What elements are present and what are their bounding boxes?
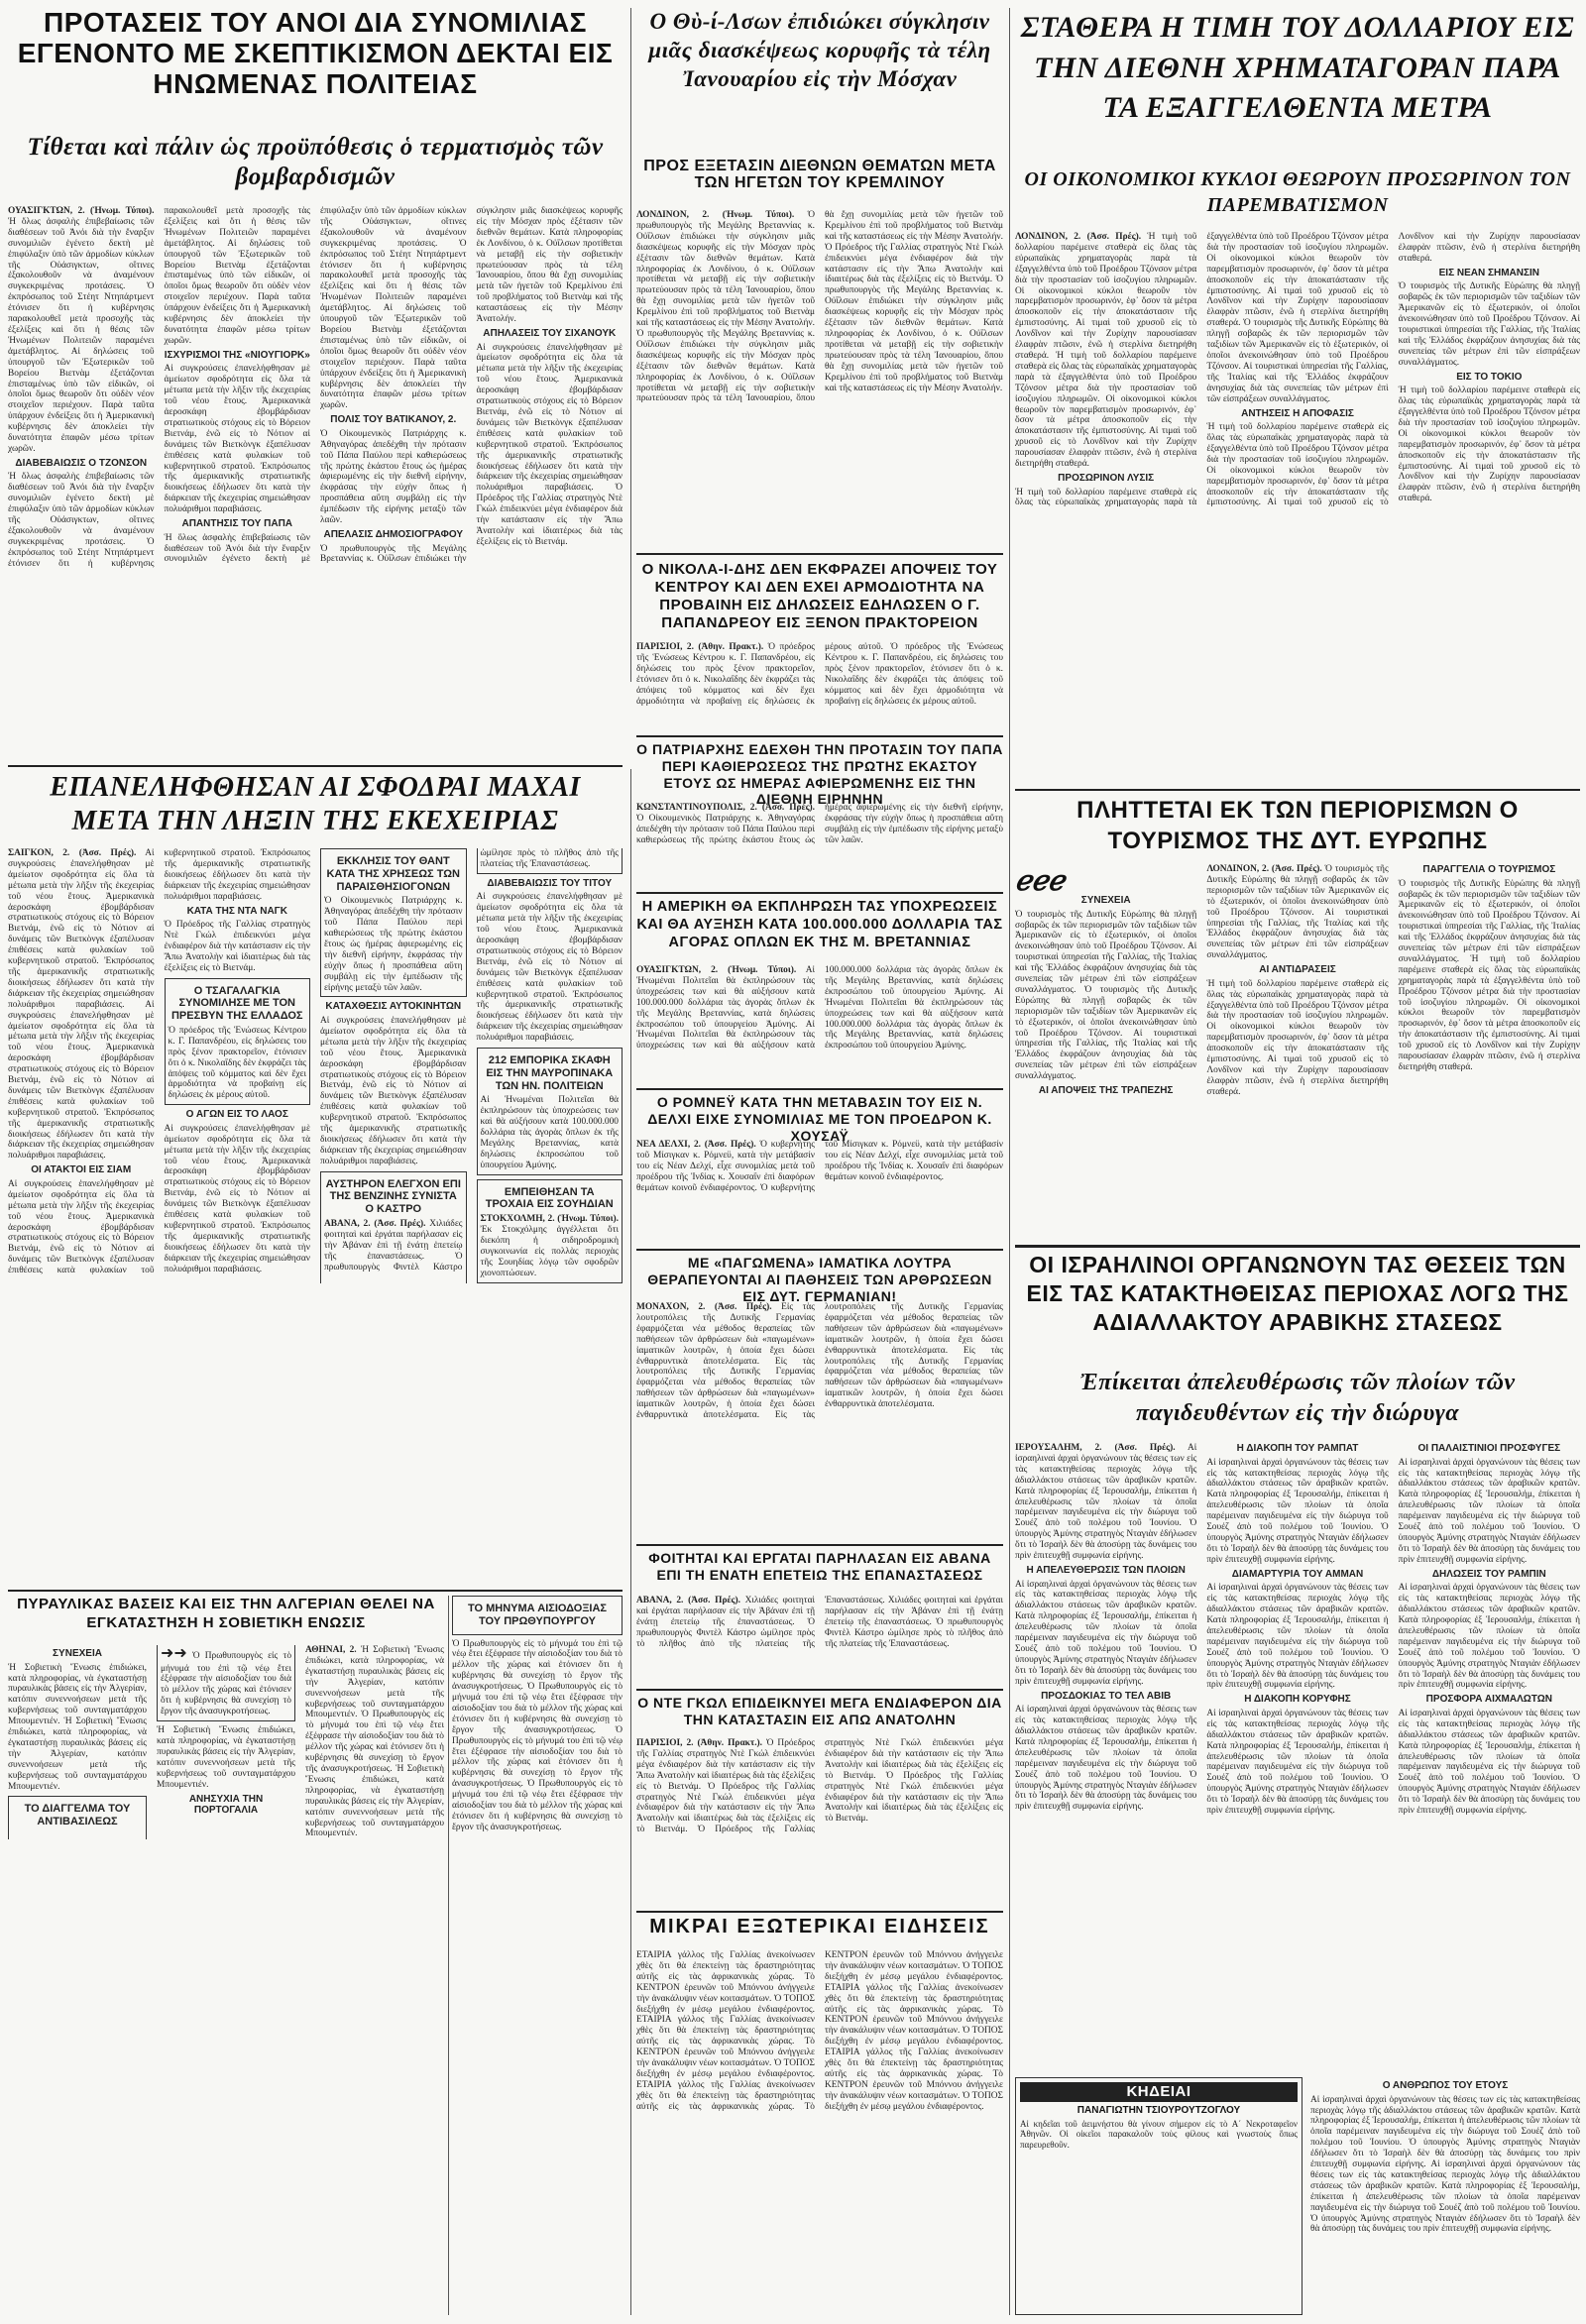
article-text: Ἡ Σοβιετικὴ Ἕνωσις ἐπιδιώκει, κατὰ πληροφορίας, νὰ ἐγκαταστήσῃ πυραυλικὰς βάσεις εἰς τὴν Ἀλγερίαν, κατόπιν συνεννοήσεων μετὰ τῆς κυβερνήσεως τοῦ συνταγματάρχου Μπουμεντιέν.: [157, 1725, 295, 1790]
headline-degaulle: Ο ΝΤΕ ΓΚΩΛ ΕΠΙΔΕΙΚΝΥΕΙ ΜΕΓΑ ΕΝΔΙΑΦΕΡΟΝ ΔΙΑ ΤΗΝ ΚΑΤΑΣΤΑΣΙΝ ΕΙΣ ΑΠΩ ΑΝΑΤΟΛΗΝ: [637, 1695, 1002, 1727]
section-rule: [636, 735, 1003, 737]
column-rule: [630, 8, 631, 682]
headline-block-wilson: [636, 8, 1003, 125]
article-text: Ὁ πρωθυπουργὸς τῆς Μεγάλης Βρεταννίας κ. Οὐΐλσων ἐπιδιώκει τὴν σύγκλησιν μιᾶς διασκέψεως κορυφῆς εἰς τὴν Μόσχαν πρὸς ἐξέτασιν τῶν διεθνῶν θεμάτων. Κατὰ πληροφορίας ἐκ Λονδίνου, ὁ κ. Οὐΐλσων προτίθεται νὰ μεταβῇ εἰς τὴν σοβιετικὴν πρωτεύουσαν πρὸς τὰ τέλη Ἰανουαρίου, ὅπου θὰ ἔχῃ συνομιλίας μετὰ τῶν ἡγετῶν τοῦ Κρεμλίνου ἐπὶ τοῦ προβλήματος τοῦ Βιετνὰμ καὶ τῆς καταστάσεως εἰς τὴν Μέσην Ἀνατολήν.: [825, 275, 1003, 393]
headline-foreign: ΜΙΚΡΑΙ ΕΞΩΤΕΡΙΚΑΙ ΕΙΔΗΣΕΙΣ: [649, 1916, 990, 1937]
section-rule: [8, 765, 623, 767]
article-foreign: [636, 1950, 1003, 2315]
article-text: Ὁ Οἰκουμενικὸς Πατριάρχης κ. Ἀθηναγόρας ἀπεδέχθη τὴν πρότασιν τοῦ Πάπα Παύλου περὶ καθιερώσεως τῆς πρώτης ἑκάστου ἔτους ὡς ἡμέρας ἀφιερωμένης εἰς τὴν διεθνῆ εἰρήνην, ἐκφράσας τὴν εὐχὴν ὅπως ἡ προσπάθεια αὕτη συμβάλῃ εἰς τὴν ἐμπέδωσιν τῆς εἰρήνης μεταξὺ τῶν λαῶν.: [324, 896, 463, 993]
article-text: Ἡ Σοβιετικὴ Ἕνωσις ἐπιδιώκει, κατὰ πληροφορίας, νὰ ἐγκαταστήσῃ πυραυλικὰς βάσεις εἰς τὴν Ἀλγερίαν, κατόπιν συνεννοήσεων μετὰ τῆς κυβερνήσεως τοῦ συνταγματάρχου Μπουμεντιέν.: [305, 1645, 445, 1720]
headline-block-baths: [636, 1255, 1003, 1304]
dateline: ΣΤΟΚΧΟΛΜΗ, 2. (Ἡνωμ. Τύποι).: [480, 1214, 619, 1225]
article-text: Αἱ ἰσραηλιναὶ ἀρχαὶ ὀργανώνουν τὰς θέσεις των εἰς τὰς κατακτηθείσας περιοχὰς λόγῳ τῆς ἀδιαλλάκτου στάσεως τῶν ἀραβικῶν κρατῶν. Κατὰ πληροφορίας ἐξ Ἱερουσαλήμ, ἐπίκειται ἡ ἀπελευθέρωσις τῶν πλοίων τὰ ὁποῖα παρέμειναν παγιδευμένα εἰς τὴν διώρυγα τοῦ Σουέζ ἀπὸ τοῦ πολέμου τοῦ Ἰουνίου. Ὁ ὑπουργὸς Ἀμύνης στρατηγὸς Νταγιὰν ἐδήλωσεν ὅτι τὸ Ἰσραὴλ δὲν θὰ ἀποσύρῃ τὰς δυνάμεις του πρὶν ἐπιτευχθῇ συμφωνία εἰρήνης.: [1206, 1457, 1389, 1565]
article-text: ΕΤΑΙΡΙΑ γάλλος τῆς Γαλλίας ἀνεκοίνωσεν χθὲς ὅτι θὰ ἐπεκτείνῃ τὰς δραστηριότητας αὐτῆς εἰς τὰς ἀφρικανικὰς χώρας. Τὸ ΚΕΝΤΡΟΝ ἐρευνῶν τοῦ Μπόννου ἀνήγγειλε τὴν ἀνακάλυψιν νέων κοιτασμάτων. Ὁ ΤΟΠΟΣ διεξήχθη ἐν μέσῳ μεγάλου ἐνδιαφέροντος.: [636, 1950, 815, 2015]
headline-block-algeria: [8, 1596, 444, 1641]
article-text: Αἱ ἰσραηλιναὶ ἀρχαὶ ὀργανώνουν τὰς θέσεις των εἰς τὰς κατακτηθείσας περιοχὰς λόγῳ τῆς ἀδιαλλάκτου στάσεως τῶν ἀραβικῶν κρατῶν. Κατὰ πληροφορίας ἐξ Ἱερουσαλήμ, ἐπίκειται ἡ ἀπελευθέρωσις τῶν πλοίων τὰ ὁποῖα παρέμειναν παγιδευμένα εἰς τὴν διώρυγα τοῦ Σουέζ ἀπὸ τοῦ πολέμου τοῦ Ἰουνίου. Ὁ ὑπουργὸς Ἀμύνης στρατηγὸς Νταγιὰν ἐδήλωσεν ὅτι τὸ Ἰσραὴλ δὲν θὰ ἀποσύρῃ τὰς δυνάμεις του πρὶν ἐπιτευχθῇ συμφωνία εἰρήνης.: [1015, 1579, 1197, 1687]
article-text: Ὁ Οἰκουμενικὸς Πατριάρχης κ. Ἀθηναγόρας ἀπεδέχθη τὴν πρότασιν τοῦ Πάπα Παύλου περὶ καθιερώσεως τῆς πρώτης ἑκάστου ἔτους ὡς ἡμέρας ἀφιερωμένης εἰς τὴν διεθνῆ εἰρήνην, ἐκφράσας τὴν εὐχὴν ὅπως ἡ προσπάθεια αὕτη συμβάλῃ εἰς τὴν ἐμπέδωσιν τῆς εἰρήνης μεταξὺ τῶν λαῶν.: [320, 428, 467, 526]
article-text: Αἱ Ἡνωμέναι Πολιτεῖαι θὰ ἐκπληρώσουν τὰς ὑποχρεώσεις των καὶ θὰ αὐξήσουν κατὰ 100.000.000 δολλάρια τὰς ἀγορὰς ὅπλων ἐκ τῆς Μεγάλης Βρεταννίας, κατὰ δηλώσεις ἐκπροσώπου τοῦ ὑπουργείου Ἀμύνης.: [636, 965, 1003, 1051]
logo-spacer: [1015, 864, 1196, 892]
article-text: Ὁ πρωθυπουργὸς τῆς Μεγάλης Βρεταννίας κ. Οὐΐλσων ἐπιδιώκει τὴν σύγκλησιν μιᾶς διασκέψεως κορυφῆς εἰς τὴν Μόσχαν πρὸς ἐξέτασιν τῶν διεθνῶν θεμάτων. Κατὰ πληροφορίας ἐκ Λονδίνου, ὁ κ. Οὐΐλσων προτίθεται νὰ μεταβῇ εἰς τὴν σοβιετικὴν πρωτεύουσαν πρὸς τὰ τέλη Ἰανουαρίου, ὅπου θὰ ἔχῃ συνομιλίας μετὰ τῶν ἡγετῶν τοῦ Κρεμλίνου ἐπὶ τοῦ προβλήματος τοῦ Βιετνὰμ καὶ τῆς καταστάσεως εἰς τὴν Μέσην Ἀνατολήν.: [636, 210, 815, 329]
section-rule: [1015, 789, 1580, 791]
headline-wilson: Ο Θὺ-ί-Λσων ἐπιδιώκει σύγκλησιν μιᾶς διασκέψεως κορυφῆς τὰ τέλη Ἰανουαρίου εἰς τὴν Μόσχαν: [648, 9, 991, 91]
article-text: Αἱ συγκρούσεις ἐπανελήφθησαν μὲ ἀμείωτον σφοδρότητα εἰς ὅλα τὰ μέτωπα μετὰ τὴν λῆξιν τῆς ἐκεχειρίας τοῦ νέου ἔτους. Ἀμερικανικὰ ἀεροσκάφη ἐβομβάρδισαν στρατιωτικοὺς στόχους εἰς τὸ Βόρειον Βιετνάμ, ἐνῶ εἰς τὸ Νότιον αἱ δυνάμεις τῶν Βιετκὸνγκ ἐξαπέλυσαν ἐπιθέσεις κατὰ φυλακίων τοῦ κυβερνητικοῦ στρατοῦ. Ἐκπρόσωπος τῆς ἀμερικανικῆς στρατιωτικῆς διοικήσεως ἐδήλωσεν ὅτι κατὰ τὴν διάρκειαν τῆς ἐκεχειρίας σημειώθησαν πολυάριθμοι παραβιάσεις.: [320, 1016, 467, 1166]
article-text: Χιλιάδες φοιτηταὶ καὶ ἐργάται παρήλασαν εἰς τὴν Ἀβάναν ἐπὶ τῇ ἐνάτῃ ἐπετείῳ τῆς ἐπαναστάσεως. Ὁ πρωθυπουργὸς Φιντὲλ Κάστρο ὡμίλησε πρὸς τὸ πλῆθος ἀπὸ τῆς πλατείας τῆς Ἐπαναστάσεως.: [636, 1596, 885, 1649]
article-text: Ἐκ Στοκχόλμης ἀγγέλλεται ὅτι διεκόπη ἡ σιδηροδρομικὴ συγκοινωνία εἰς πολλὰς περιοχὰς τῆς Σουηδίας λόγῳ τῶν σφοδρῶν χιονοπτώσεων.: [480, 1225, 619, 1278]
subhead-label: ΑΠΑΝΤΗΣΙΣ ΤΟΥ ΠΑΠΑ: [181, 518, 293, 530]
arrow-icon: ➜➜: [161, 1645, 187, 1662]
article-text: Ἡ ὅλως ἀσφαλὴς ἐπιβεβαίωσις τῶν διαθέσεων τοῦ Ἀνόι διὰ τὴν ἔναρξιν συνομιλιῶν ἐγένετο δεκτὴ μὲ ἐπιφύλαξιν ὑπὸ τῶν ἁρμοδίων κύκλων τῆς Οὐάσιγκτων, οἵτινες ἐξακολουθοῦν νὰ ἀναμένουν συγκεκριμένας προτάσεις. Ὁ ἐκπρόσωπος τοῦ Στέητ Ντηπάρτμεντ ἐτόνισεν ὅτι ἡ κυβέρνησις παρακολουθεῖ μετὰ προσοχῆς τὰς ἐξελίξεις καὶ ὅτι ἡ θέσις τῶν Ἡνωμένων Πολιτειῶν παραμένει ἀμετάβλητος. Αἱ δηλώσεις τοῦ ὑπουργοῦ τῶν Ἐξωτερικῶν τοῦ Βορείου Βιετνὰμ ἐξετάζονται ἐπισταμένως ὑπὸ τῶν εἰδικῶν, οἱ ὁποῖοι ὅμως θεωροῦν ὅτι οὐδὲν νέον στοιχεῖον περιέχουν. Παρὰ ταῦτα ὑπάρχουν ἐνδείξεις ὅτι ἡ Ἀμερικανικὴ κυβέρνησις δὲν ἀποκλείει τὴν δυνατότητα ἐπαφῶν μέσω τρίτων χωρῶν.: [8, 206, 310, 569]
subhead-label: ΟΙ ΠΑΛΑΙΣΤΙΝΙΟΙ ΠΡΟΣΦΥΓΕΣ: [1417, 1443, 1561, 1454]
boxed-headline: Ο ΤΣΑΓΑΛΑΓΚΙΑ ΣΥΝΟΜΙΛΗΣΕ ΜΕ ΤΟΝ ΠΡΕΣΒΥΝ ΤΗΣ ΕΛΛΑΔΟΣ: [170, 984, 303, 1023]
article-text: ΕΤΑΙΡΙΑ γάλλος τῆς Γαλλίας ἀνεκοίνωσεν χθὲς ὅτι θὰ ἐπεκτείνῃ τὰς δραστηριότητας αὐτῆς εἰς τὰς ἀφρικανικὰς χώρας. Τὸ ΚΕΝΤΡΟΝ ἐρευνῶν τοῦ Μπόννου ἀνήγγειλε τὴν ἀνακάλυψιν νέων κοιτασμάτων. Ὁ ΤΟΠΟΣ διεξήχθη ἐν μέσῳ μεγάλου ἐνδιαφέροντος.: [825, 2047, 1003, 2112]
article-text: Ὁ τουρισμὸς τῆς Δυτικῆς Εὐρώπης θὰ πληγῇ σοβαρῶς ἐκ τῶν περιορισμῶν τῶν ταξιδίων τῶν Ἀμερικανῶν εἰς τὸ ἐξωτερικόν, οἱ ὁποῖοι ἀνεκοινώθησαν ὑπὸ τοῦ Προέδρου Τζόνσον. Αἱ τουριστικαὶ ὑπηρεσίαι τῆς Γαλλίας, τῆς Ἰταλίας καὶ τῆς Ἑλλάδος ἐκφράζουν ἀνησυχίας διὰ τὰς συνεπείας τῶν μέτρων ἐπὶ τῶν εἰσπράξεων συναλλάγματος.: [1206, 318, 1389, 404]
headline-block-dollar: [1015, 8, 1580, 139]
column-rule: [1009, 801, 1010, 2315]
article-text: Εἰς τὰς λουτροπόλεις τῆς Δυτικῆς Γερμανίας ἐφαρμόζεται νέα μέθοδος θεραπείας τῶν παθήσεων τῶν ἀρθρώσεων διὰ «παγωμένων» ἰαματικῶν λουτρῶν, ἡ ὁποία ἔχει δώσει ἐνθαρρυντικὰ ἀποτελέσματα.: [774, 1302, 1003, 1421]
article-text: Ὁ Πρωθυπουργὸς εἰς τὸ μήνυμά του ἐπὶ τῷ νέῳ ἔτει ἐξέφρασε τὴν αἰσιοδοξίαν του διὰ τὸ μέλλον τῆς χώρας καὶ ἐτόνισεν ὅτι ἡ κυβέρνησις θὰ συνεχίσῃ τὸ ἔργον τῆς ἀνασυγκροτήσεως.: [452, 1724, 623, 1790]
dateline: ΚΩΝΣΤΑΝΤΙΝΟΥΠΟΛΙΣ, 2. (Ἀσσ. Πρές).: [636, 803, 815, 813]
subhead-label: ΙΣΧΥΡΙΣΜΟΙ ΤΗΣ «ΝΙΟΥΓΙΟΡΚ»: [164, 349, 310, 361]
subhead-israel-text: Ἐπίκειται ἀπελευθέρωσις τῶν πλοίων τῶν παγιδευθέντων εἰς τὴν διώρυγα: [1079, 1370, 1516, 1427]
article-text: Ἡ ὅλως ἀσφαλὴς ἐπιβεβαίωσις τῶν διαθέσεων τοῦ Ἀνόι διὰ τὴν ἔναρξιν συνομιλιῶν ἐγένετο δεκτὴ μὲ ἐπιφύλαξιν ὑπὸ τῶν ἁρμοδίων κύκλων τῆς Οὐάσιγκτων, οἵτινες ἐξακολουθοῦν νὰ ἀναμένουν συγκεκριμένας προτάσεις. Ὁ ἐκπρόσωπος τοῦ Στέητ Ντηπάρτμεντ ἐτόνισεν ὅτι ἡ κυβέρνησις παρακολουθεῖ μετὰ προσοχῆς τὰς ἐξελίξεις καὶ ὅτι ἡ θέσις τῶν Ἡνωμένων Πολιτειῶν παραμένει ἀμετάβλητος. Αἱ δηλώσεις τοῦ ὑπουργοῦ τῶν Ἐξωτερικῶν τοῦ Βορείου Βιετνὰμ ἐξετάζονται ἐπισταμένως ὑπὸ τῶν εἰδικῶν, οἱ ὁποῖοι ὅμως θεωροῦν ὅτι οὐδὲν νέον στοιχεῖον περιέχουν. Παρὰ ταῦτα ὑπάρχουν ἐνδείξεις ὅτι ἡ Ἀμερικανικὴ κυβέρνησις δὲν ἀποκλείει τὴν δυνατότητα ἐπαφῶν μέσω τρίτων χωρῶν.: [164, 206, 467, 565]
subhead-label: ΔΙΑΜΑΡΤΥΡΙΑ ΤΟΥ ΑΜΜΑΝ: [1231, 1568, 1364, 1580]
headline-america: Η ΑΜΕΡΙΚΗ ΘΑ ΕΚΠΛΗΡΩΣΗ ΤΑΣ ΥΠΟΧΡΕΩΣΕΙΣ ΚΑΙ ΘΑ ΑΥΞΗΣΗ ΚΑΤΑ 100.000.000 ΔΟΛΛΑΡΙΑ ΤΑΣ ΑΓΟΡΑΣ ΟΠΛΩΝ ΕΚ ΤΗΣ Μ. ΒΡΕΤΑΝΝΙΑΣ: [636, 899, 1003, 951]
headline-baths: ΜΕ «ΠΑΓΩΜΕΝΑ» ΙΑΜΑΤΙΚΑ ΛΟΥΤΡΑ ΘΕΡΑΠΕΥΟΝΤΑΙ ΑΙ ΠΑΘΗΣΕΙΣ ΤΩΝ ΑΡΘΡΩΣΕΩΝ ΕΙΣ ΔΥΤ. ΓΕΡΜΑΝΙΑΝ!: [647, 1255, 992, 1304]
article-algeria: [8, 1645, 444, 2315]
article-text: Ὁ κυβερνήτης τοῦ Μίσιγκαν κ. Ρόμνεϋ, κατὰ τὴν μετάβασίν του εἰς Νέαν Δελχί, εἶχε συνομιλίας μετὰ τοῦ προέδρου τῆς Ἰνδίας κ. Χουσαΐν ἐπὶ διαφόρων θεμάτων κοινοῦ ἐνδιαφέροντος.: [760, 1140, 1003, 1193]
article-nikolaidis: [636, 642, 1003, 731]
article-battles: [8, 848, 623, 1582]
article-man-of-year: [1310, 2077, 1580, 2315]
article-text: Ἡ Σοβιετικὴ Ἕνωσις ἐπιδιώκει, κατὰ πληροφορίας, νὰ ἐγκαταστήσῃ πυραυλικὰς βάσεις εἰς τὴν Ἀλγερίαν, κατόπιν συνεννοήσεων μετὰ τῆς κυβερνήσεως τοῦ συνταγματάρχου Μπουμεντιέν.: [8, 1716, 147, 1792]
article-text: ΕΤΑΙΡΙΑ γάλλος τῆς Γαλλίας ἀνεκοίνωσεν χθὲς ὅτι θὰ ἐπεκτείνῃ τὰς δραστηριότητας αὐτῆς εἰς τὰς ἀφρικανικὰς χώρας. Τὸ ΚΕΝΤΡΟΝ ἐρευνῶν τοῦ Μπόννου ἀνήγγειλε τὴν ἀνακάλυψιν νέων κοιτασμάτων. Ὁ ΤΟΠΟΣ διεξήχθη ἐν μέσῳ μεγάλου ἐνδιαφέροντος.: [636, 1950, 1003, 2112]
continued-label: ΣΥΝΕΧΕΙΑ: [53, 1648, 102, 1659]
article-text: Χιλιάδες φοιτηταὶ καὶ ἐργάται παρήλασαν εἰς τὴν Ἀβάναν ἐπὶ τῇ ἐνάτῃ ἐπετείῳ τῆς ἐπαναστάσεως. Ὁ πρωθυπουργὸς Φιντὲλ Κάστρο ὡμίλησε πρὸς τὸ πλῆθος ἀπὸ τῆς πλατείας τῆς Ἐπαναστάσεως.: [324, 848, 619, 1273]
subhead-label: ΟΙ ΑΤΑΚΤΟΙ ΕΙΣ ΣΙΑΜ: [31, 1164, 132, 1176]
subhead-label: ΕΙΣ ΝΕΑΝ ΣΗΜΑΝΣΙΝ: [1438, 267, 1539, 278]
section-rule: [8, 1590, 623, 1592]
article-text: Ὁ Πρόεδρος τῆς Γαλλίας στρατηγὸς Ντὲ Γκώλ ἐπιδεικνύει μέγα ἐνδιαφέρον διὰ τὴν κατάστασιν εἰς τὴν Ἄπω Ἀνατολὴν καὶ ἰδιαιτέρως διὰ τὰς ἐξελίξεις εἰς τὸ Βιετνάμ.: [636, 1781, 816, 1835]
article-israel: [1015, 1443, 1580, 2073]
article-text: ΕΤΑΙΡΙΑ γάλλος τῆς Γαλλίας ἀνεκοίνωσεν χθὲς ὅτι θὰ ἐπεκτείνῃ τὰς δραστηριότητας αὐτῆς εἰς τὰς ἀφρικανικὰς χώρας. Τὸ ΚΕΝΤΡΟΝ ἐρευνῶν τοῦ Μπόννου ἀνήγγειλε τὴν ἀνακάλυψιν νέων κοιτασμάτων. Ὁ ΤΟΠΟΣ διεξήχθη ἐν μέσῳ μεγάλου ἐνδιαφέροντος.: [825, 1982, 1003, 2047]
subhead-label: Η ΑΠΕΛΕΥΘΕΡΩΣΙΣ ΤΩΝ ΠΛΟΙΩΝ: [1026, 1564, 1186, 1576]
article-text: Αἱ ἰσραηλιναὶ ἀρχαὶ ὀργανώνουν τὰς θέσεις των εἰς τὰς κατακτηθείσας περιοχὰς λόγῳ τῆς ἀδιαλλάκτου στάσεως τῶν ἀραβικῶν κρατῶν. Κατὰ πληροφορίας ἐξ Ἱερουσαλήμ, ἐπίκειται ἡ ἀπελευθέρωσις τῶν πλοίων τὰ ὁποῖα παρέμειναν παγιδευμένα εἰς τὴν διώρυγα τοῦ Σουέζ ἀπὸ τοῦ πολέμου τοῦ Ἰουνίου. Ὁ ὑπουργὸς Ἀμύνης στρατηγὸς Νταγιὰν ἐδήλωσεν ὅτι τὸ Ἰσραὴλ δὲν θὰ ἀποσύρῃ τὰς δυνάμεις του πρὶν ἐπιτευχθῇ συμφωνία εἰρήνης.: [1015, 1705, 1197, 1813]
headline-block-students: [636, 1550, 1003, 1592]
dateline: ΠΑΡΙΣΙΟΙ, 2. (Ἀθην. Πρακτ.).: [636, 642, 764, 652]
article-text: Ὁ Πρόεδρος τῆς Γαλλίας στρατηγὸς Ντὲ Γκώλ ἐπιδεικνύει μέγα ἐνδιαφέρον διὰ τὴν κατάστασιν εἰς τὴν Ἄπω Ἀνατολὴν καὶ ἰδιαιτέρως διὰ τὰς ἐξελίξεις εἰς τὸ Βιετνάμ.: [697, 1738, 1003, 1835]
article-text: Ὁ τουρισμὸς τῆς Δυτικῆς Εὐρώπης θὰ πληγῇ σοβαρῶς ἐκ τῶν περιορισμῶν τῶν ταξιδίων τῶν Ἀμερικανῶν εἰς τὸ ἐξωτερικόν, οἱ ὁποῖοι ἀνεκοινώθησαν ὑπὸ τοῦ Προέδρου Τζόνσον. Αἱ τουριστικαὶ ὑπηρεσίαι τῆς Γαλλίας, τῆς Ἰταλίας καὶ τῆς Ἑλλάδος ἐκφράζουν ἀνησυχίας διὰ τὰς συνεπείας τῶν μέτρων ἐπὶ τῶν εἰσπράξεων συναλλάγματος.: [1398, 878, 1580, 964]
article-text: Ὁ πρόεδρος τῆς Ἑνώσεως Κέντρου κ. Γ. Παπανδρέου, εἰς δηλώσεις του πρὸς ξένον πρακτορεῖον, ἐτόνισεν ὅτι ὁ κ. Νικολαΐδης δὲν ἐκφράζει τὰς ἀπόψεις τοῦ κόμματος καὶ δὲν ἔχει ἁρμοδιότητα νὰ προβαίνῃ εἰς δηλώσεις ἐκ μέρους αὐτοῦ.: [636, 642, 884, 707]
boxed-item-tsaldaris: [165, 978, 311, 1106]
subhead-label: ΚΑΤΑΧΘΕΣΙΣ ΑΥΤΟΚΙΝΗΤΩΝ: [325, 1001, 462, 1013]
article-text: Εἰς τὰς λουτροπόλεις τῆς Δυτικῆς Γερμανίας ἐφαρμόζεται νέα μέθοδος θεραπείας τῶν παθήσεων τῶν ἀρθρώσεων διὰ «παγωμένων» ἰαματικῶν λουτρῶν, ἡ ὁποία ἔχει δώσει ἐνθαρρυντικὰ ἀποτελέσματα.: [636, 1356, 815, 1421]
deaths-heading: ΚΗΔΕΙΑΙ: [1020, 2082, 1298, 2102]
headline-romney: Ο ΡΟΜΝΕΫ ΚΑΤΑ ΤΗΝ ΜΕΤΑΒΑΣΙΝ ΤΟΥ ΕΙΣ Ν. ΔΕΛΧΙ ΕΙΧΕ ΣΥΝΟΜΙΛΙΑΣ ΜΕ ΤΟΝ ΠΡΟΕΔΡΟΝ Κ. ΧΟΥΣΑΫ: [647, 1094, 992, 1144]
dateline: ΑΒΑΝΑ, 2. (Ἀσσ. Πρές).: [324, 1218, 426, 1229]
boxed-item-message: [452, 1596, 623, 1635]
article-text: Αἱ ἰσραηλιναὶ ἀρχαὶ ὀργανώνουν τὰς θέσεις των εἰς τὰς κατακτηθείσας περιοχὰς λόγῳ τῆς ἀδιαλλάκτου στάσεως τῶν ἀραβικῶν κρατῶν. Κατὰ πληροφορίας ἐξ Ἱερουσαλήμ, ἐπίκειται ἡ ἀπελευθέρωσις τῶν πλοίων τὰ ὁποῖα παρέμειναν παγιδευμένα εἰς τὴν διώρυγα τοῦ Σουέζ ἀπὸ τοῦ πολέμου τοῦ Ἰουνίου. Ὁ ὑπουργὸς Ἀμύνης στρατηγὸς Νταγιὰν ἐδήλωσεν ὅτι τὸ Ἰσραὴλ δὲν θὰ ἀποσύρῃ τὰς δυνάμεις του πρὶν ἐπιτευχθῇ συμφωνία εἰρήνης.: [1398, 1583, 1580, 1691]
article-text: Αἱ Ἡνωμέναι Πολιτεῖαι θὰ ἐκπληρώσουν τὰς ὑποχρεώσεις των καὶ θὰ αὐξήσουν κατὰ 100.000.000 δολλάρια τὰς ἀγορὰς ὅπλων ἐκ τῆς Μεγάλης Βρεταννίας, κατὰ δηλώσεις ἐκπροσώπου τοῦ ὑπουργείου Ἀμύνης.: [825, 986, 1004, 1051]
article-text: Αἱ Ἡνωμέναι Πολιτεῖαι θὰ ἐκπληρώσουν τὰς ὑποχρεώσεις των καὶ θὰ αὐξήσουν κατὰ 100.000.000 δολλάρια τὰς ἀγορὰς ὅπλων ἐκ τῆς Μεγάλης Βρεταννίας, κατὰ δηλώσεις ἐκπροσώπου τοῦ ὑπουργείου Ἀμύνης.: [636, 965, 816, 1030]
article-text: Ἡ τιμὴ τοῦ δολλαρίου παρέμεινε σταθερὰ εἰς ὅλας τὰς εὐρωπαϊκὰς χρηματαγορὰς παρὰ τὰ ἐξαγγελθέντα ὑπὸ τοῦ Προέδρου Τζόνσον μέτρα διὰ τὴν προστασίαν τοῦ ἰσοζυγίου πληρωμῶν. Οἱ οἰκονομικοὶ κύκλοι θεωροῦν τὸν παρεμβατισμὸν προσωρινόν, ἐφ᾽ ὅσον τὰ μέτρα ἀποσκοποῦν εἰς τὴν ἀποκατάστασιν τῆς ἐμπιστοσύνης. Αἱ τιμαὶ τοῦ χρυσοῦ εἰς τὸ Λονδῖνον καὶ τὴν Ζυρίχην παρουσίασαν ἐλαφρὰν πτῶσιν, ἐνῶ ἡ στερλίνα διετηρήθη σταθερά.: [1206, 978, 1389, 1097]
headline-battles: ΕΠΑΝΕΛΗΦΘΗΣΑΝ ΑΙ ΣΦΟΔΡΑΙ ΜΑΧΑΙ ΜΕΤΑ ΤΗΝ ΛΗΞΙΝ ΤΗΣ ΕΚΕΧΕΙΡΙΑΣ: [50, 772, 581, 836]
subhead-label: ΚΑΤΑ ΤΗΣ ΝΤΑ ΝΑΓΚ: [186, 905, 287, 917]
article-text: Ὁ Πρόεδρος τῆς Γαλλίας στρατηγὸς Ντὲ Γκώλ ἐπιδεικνύει μέγα ἐνδιαφέρον διὰ τὴν κατάστασιν εἰς τὴν Ἄπω Ἀνατολὴν καὶ ἰδιαιτέρως διὰ τὰς ἐξελίξεις εἰς τὸ Βιετνάμ.: [164, 920, 310, 973]
article-message: [452, 1596, 623, 2315]
dateline: ΙΕΡΟΥΣΑΛΗΜ, 2. (Ἀσσ. Πρές).: [1015, 1443, 1176, 1453]
subhead-label: ΔΙΑΒΕΒΑΙΩΣΙΣ ΤΟΥ ΤΙΤΟΥ: [487, 877, 613, 889]
article-text: Ὁ Πρωθυπουργὸς εἰς τὸ μήνυμά του ἐπὶ τῷ νέῳ ἔτει ἐξέφρασε τὴν αἰσιοδοξίαν του διὰ τὸ μέλλον τῆς χώρας καὶ ἐτόνισεν ὅτι ἡ κυβέρνησις θὰ συνεχίσῃ τὸ ἔργον τῆς ἀνασυγκροτήσεως.: [452, 1682, 623, 1735]
article-text: Ἡ τιμὴ τοῦ δολλαρίου παρέμεινε σταθερὰ εἰς ὅλας τὰς εὐρωπαϊκὰς χρηματαγορὰς παρὰ τὰ ἐξαγγελθέντα ὑπὸ τοῦ Προέδρου Τζόνσον μέτρα διὰ τὴν προστασίαν τοῦ ἰσοζυγίου πληρωμῶν. Οἱ οἰκονομικοὶ κύκλοι θεωροῦν τὸν παρεμβατισμὸν προσωρινόν, ἐφ᾽ ὅσον τὰ μέτρα ἀποσκοποῦν εἰς τὴν ἀποκατάστασιν τῆς ἐμπιστοσύνης. Αἱ τιμαὶ τοῦ χρυσοῦ εἰς τὸ Λονδῖνον καὶ τὴν Ζυρίχην παρουσίασαν ἐλαφρὰν πτῶσιν, ἐνῶ ἡ στερλίνα διετηρήθη σταθερά.: [1398, 953, 1580, 1072]
article-text: Αἱ συγκρούσεις ἐπανελήφθησαν μὲ ἀμείωτον σφοδρότητα εἰς ὅλα τὰ μέτωπα μετὰ τὴν λῆξιν τῆς ἐκεχειρίας τοῦ νέου ἔτους. Ἀμερικανικὰ ἀεροσκάφη ἐβομβάρδισαν στρατιωτικοὺς στόχους εἰς τὸ Βόρειον Βιετνάμ, ἐνῶ εἰς τὸ Νότιον αἱ δυνάμεις τῶν Βιετκὸνγκ ἐξαπέλυσαν ἐπιθέσεις κατὰ φυλακίων τοῦ κυβερνητικοῦ στρατοῦ. Ἐκπρόσωπος τῆς ἀμερικανικῆς στρατιωτικῆς διοικήσεως ἐδήλωσεν ὅτι κατὰ τὴν διάρκειαν τῆς ἐκεχειρίας σημειώθησαν πολυάριθμοι παραβιάσεις.: [164, 1123, 310, 1274]
subhead-label: ΑΙ ΑΠΟΨΕΙΣ ΤΗΣ ΤΡΑΠΕΖΗΣ: [1038, 1085, 1174, 1097]
section-rule: [636, 1249, 1003, 1251]
article-text: Αἱ Ἡνωμέναι Πολιτεῖαι θὰ ἐκπληρώσουν τὰς ὑποχρεώσεις των καὶ θὰ αὐξήσουν κατὰ 100.000.000 δολλάρια τὰς ἀγορὰς ὅπλων ἐκ τῆς Μεγάλης Βρεταννίας, κατὰ δηλώσεις ἐκπροσώπου τοῦ ὑπουργείου Ἀμύνης.: [480, 1095, 619, 1170]
subhead-label: ΕΙΣ ΤΟ ΤΟΚΙΟ: [1456, 371, 1523, 383]
article-text: Ὁ Πρωθυπουργὸς εἰς τὸ μήνυμά του ἐπὶ τῷ νέῳ ἔτει ἐξέφρασε τὴν αἰσιοδοξίαν του διὰ τὸ μέλλον τῆς χώρας καὶ ἐτόνισεν ὅτι ἡ κυβέρνησις θὰ συνεχίσῃ τὸ ἔργον τῆς ἀνασυγκροτήσεως.: [161, 1651, 292, 1717]
article-text: Ἡ ὅλως ἀσφαλὴς ἐπιβεβαίωσις τῶν διαθέσεων τοῦ Ἀνόι διὰ τὴν ἔναρξιν συνομιλιῶν ἐγένετο δεκτὴ μὲ ἐπιφύλαξιν ὑπὸ τῶν ἁρμοδίων κύκλων τῆς Οὐάσιγκτων, οἵτινες ἐξακολουθοῦν νὰ ἀναμένουν συγκεκριμένας προτάσεις. Ὁ ἐκπρόσωπος τοῦ Στέητ Ντηπάρτμεντ ἐτόνισεν ὅτι ἡ κυβέρνησις παρακολουθεῖ μετὰ προσοχῆς τὰς ἐξελίξεις καὶ ὅτι ἡ θέσις τῶν Ἡνωμένων Πολιτειῶν παραμένει ἀμετάβλητος. Αἱ δηλώσεις τοῦ ὑπουργοῦ τῶν Ἐξωτερικῶν τοῦ Βορείου Βιετνὰμ ἐξετάζονται ἐπισταμένως ὑπὸ τῶν εἰδικῶν, οἱ ὁποῖοι ὅμως θεωροῦν ὅτι οὐδὲν νέον στοιχεῖον περιέχουν. Παρὰ ταῦτα ὑπάρχουν ἐνδείξεις ὅτι ἡ Ἀμερικανικὴ κυβέρνησις δὲν ἀποκλείει τὴν δυνατότητα ἐπαφῶν μέσω τρίτων χωρῶν.: [8, 216, 155, 454]
decorative-logo-icon: ℯℯℯ: [1015, 866, 1065, 897]
subhead-anoi-text: Τίθεται καὶ πάλιν ὡς προϋπόθεσις ὁ τερματισμὸς τῶν βομβαρδισμῶν: [27, 134, 604, 190]
dateline: ΣΑΙΓΚΟΝ, 2. (Ἀσσ. Πρές).: [8, 848, 137, 858]
article-text: Ὁ πρωθυπουργὸς τῆς Μεγάλης Βρεταννίας κ. Οὐΐλσων ἐπιδιώκει τὴν σύγκλησιν μιᾶς διασκέψεως κορυφῆς εἰς τὴν Μόσχαν πρὸς ἐξέτασιν τῶν διεθνῶν θεμάτων. Κατὰ πληροφορίας ἐκ Λονδίνου, ὁ κ. Οὐΐλσων προτίθεται νὰ μεταβῇ εἰς τὴν σοβιετικὴν πρωτεύουσαν πρὸς τὰ τέλη Ἰανουαρίου, ὅπου θὰ ἔχῃ συνομιλίας μετὰ τῶν ἡγετῶν τοῦ Κρεμλίνου ἐπὶ τοῦ προβλήματος τοῦ Βιετνὰμ καὶ τῆς καταστάσεως εἰς τὴν Μέσην Ἀνατολήν.: [636, 210, 1003, 404]
article-text: Ἡ Σοβιετικὴ Ἕνωσις ἐπιδιώκει, κατὰ πληροφορίας, νὰ ἐγκαταστήσῃ πυραυλικὰς βάσεις εἰς τὴν Ἀλγερίαν, κατόπιν συνεννοήσεων μετὰ τῆς κυβερνήσεως τοῦ συνταγματάρχου Μπουμεντιέν.: [305, 1763, 445, 1839]
article-text: ΕΤΑΙΡΙΑ γάλλος τῆς Γαλλίας ἀνεκοίνωσεν χθὲς ὅτι θὰ ἐπεκτείνῃ τὰς δραστηριότητας αὐτῆς εἰς τὰς ἀφρικανικὰς χώρας. Τὸ ΚΕΝΤΡΟΝ ἐρευνῶν τοῦ Μπόννου ἀνήγγειλε τὴν ἀνακάλυψιν νέων κοιτασμάτων. Ὁ ΤΟΠΟΣ διεξήχθη ἐν μέσῳ μεγάλου ἐνδιαφέροντος.: [636, 2015, 815, 2079]
dateline: ΛΟΝΔΙΝΟΝ, 2. (Ἀσσ. Πρές).: [1206, 864, 1322, 874]
article-text: Ἡ τιμὴ τοῦ δολλαρίου παρέμεινε σταθερὰ εἰς ὅλας τὰς εὐρωπαϊκὰς χρηματαγορὰς παρὰ τὰ ἐξαγγελθέντα ὑπὸ τοῦ Προέδρου Τζόνσον μέτρα διὰ τὴν προστασίαν τοῦ ἰσοζυγίου πληρωμῶν. Οἱ οἰκονομικοὶ κύκλοι θεωροῦν τὸν παρεμβατισμὸν προσωρινόν, ἐφ᾽ ὅσον τὰ μέτρα ἀποσκοποῦν εἰς τὴν ἀποκατάστασιν τῆς ἐμπιστοσύνης. Αἱ τιμαὶ τοῦ χρυσοῦ εἰς τὸ Λονδῖνον καὶ τὴν Ζυρίχην παρουσίασαν ἐλαφρὰν πτῶσιν, ἐνῶ ἡ στερλίνα διετηρήθη σταθερά.: [1398, 386, 1580, 504]
article-text: Αἱ συγκρούσεις ἐπανελήφθησαν μὲ ἀμείωτον σφοδρότητα εἰς ὅλα τὰ μέτωπα μετὰ τὴν λῆξιν τῆς ἐκεχειρίας τοῦ νέου ἔτους. Ἀμερικανικὰ ἀεροσκάφη ἐβομβάρδισαν στρατιωτικοὺς στόχους εἰς τὸ Βόρειον Βιετνάμ, ἐνῶ εἰς τὸ Νότιον αἱ δυνάμεις τῶν Βιετκὸνγκ ἐξαπέλυσαν ἐπιθέσεις κατὰ φυλακίων τοῦ κυβερνητικοῦ στρατοῦ. Ἐκπρόσωπος τῆς ἀμερικανικῆς στρατιωτικῆς διοικήσεως ἐδήλωσεν ὅτι κατὰ τὴν διάρκειαν τῆς ἐκεχειρίας σημειώθησαν πολυάριθμοι παραβιάσεις.: [476, 892, 623, 1044]
subhead-label: Η ΔΙΑΚΟΠΗ ΚΟΡΥΦΗΣ: [1244, 1694, 1351, 1706]
article-text: Ἡ τιμὴ τοῦ δολλαρίου παρέμεινε σταθερὰ εἰς ὅλας τὰς εὐρωπαϊκὰς χρηματαγορὰς παρὰ τὰ ἐξαγγελθέντα ὑπὸ τοῦ Προέδρου Τζόνσον μέτρα διὰ τὴν προστασίαν τοῦ ἰσοζυγίου πληρωμῶν. Οἱ οἰκονομικοὶ κύκλοι θεωροῦν τὸν παρεμβατισμὸν προσωρινόν, ἐφ᾽ ὅσον τὰ μέτρα ἀποσκοποῦν εἰς τὴν ἀποκατάστασιν τῆς ἐμπιστοσύνης. Αἱ τιμαὶ τοῦ χρυσοῦ εἰς τὸ Λονδῖνον καὶ τὴν Ζυρίχην παρουσίασαν ἐλαφρὰν πτῶσιν, ἐνῶ ἡ στερλίνα διετηρήθη σταθερά.: [1015, 232, 1197, 361]
subhead-label: ΑΝΤΗΣΕΙΣ Η ΑΠΟΦΑΣΙΣ: [1241, 407, 1354, 419]
article-text: Ἡ Σοβιετικὴ Ἕνωσις ἐπιδιώκει, κατὰ πληροφορίας, νὰ ἐγκαταστήσῃ πυραυλικὰς βάσεις εἰς τὴν Ἀλγερίαν, κατόπιν συνεννοήσεων μετὰ τῆς κυβερνήσεως τοῦ συνταγματάρχου Μπουμεντιέν.: [8, 1662, 147, 1727]
article-text: Αἱ ἰσραηλιναὶ ἀρχαὶ ὀργανώνουν τὰς θέσεις των εἰς τὰς κατακτηθείσας περιοχὰς λόγῳ τῆς ἀδιαλλάκτου στάσεως τῶν ἀραβικῶν κρατῶν. Κατὰ πληροφορίας ἐξ Ἱερουσαλήμ, ἐπίκειται ἡ ἀπελευθέρωσις τῶν πλοίων τὰ ὁποῖα παρέμειναν παγιδευμένα εἰς τὴν διώρυγα τοῦ Σουέζ ἀπὸ τοῦ πολέμου τοῦ Ἰουνίου. Ὁ ὑπουργὸς Ἀμύνης στρατηγὸς Νταγιὰν ἐδήλωσεν ὅτι τὸ Ἰσραὴλ δὲν θὰ ἀποσύρῃ τὰς δυνάμεις του πρὶν ἐπιτευχθῇ συμφωνία εἰρήνης.: [1206, 1583, 1389, 1691]
deaths-text: Αἱ κηδεῖαι τοῦ ἀειμνήστου θὰ γίνουν σήμερον εἰς τὸ Α΄ Νεκροταφεῖον Ἀθηνῶν. Οἱ οἰκεῖοι παρακαλοῦν τοὺς φίλους καὶ γνωστοὺς ὅπως παρευρεθοῦν.: [1020, 2118, 1298, 2150]
article-text: Αἱ ἰσραηλιναὶ ἀρχαὶ ὀργανώνουν τὰς θέσεις των εἰς τὰς κατακτηθείσας περιοχὰς λόγῳ τῆς ἀδιαλλάκτου στάσεως τῶν ἀραβικῶν κρατῶν. Κατὰ πληροφορίας ἐξ Ἱερουσαλήμ, ἐπίκειται ἡ ἀπελευθέρωσις τῶν πλοίων τὰ ὁποῖα παρέμειναν παγιδευμένα εἰς τὴν διώρυγα τοῦ Σουέζ ἀπὸ τοῦ πολέμου τοῦ Ἰουνίου. Ὁ ὑπουργὸς Ἀμύνης στρατηγὸς Νταγιὰν ἐδήλωσεν ὅτι τὸ Ἰσραὴλ δὲν θὰ ἀποσύρῃ τὰς δυνάμεις του πρὶν ἐπιτευχθῇ συμφωνία εἰρήνης.: [1310, 2159, 1580, 2235]
section-rule: [636, 892, 1003, 894]
subhead-label: ΑΙ ΑΝΤΙΔΡΑΣΕΙΣ: [1259, 964, 1336, 976]
article-text: Αἱ συγκρούσεις ἐπανελήφθησαν μὲ ἀμείωτον σφοδρότητα εἰς ὅλα τὰ μέτωπα μετὰ τὴν λῆξιν τῆς ἐκεχειρίας τοῦ νέου ἔτους. Ἀμερικανικὰ ἀεροσκάφη ἐβομβάρδισαν στρατιωτικοὺς στόχους εἰς τὸ Βόρειον Βιετνάμ, ἐνῶ εἰς τὸ Νότιον αἱ δυνάμεις τῶν Βιετκὸνγκ ἐξαπέλυσαν ἐπιθέσεις κατὰ φυλακίων τοῦ κυβερνητικοῦ στρατοῦ. Ἐκπρόσωπος τῆς ἀμερικανικῆς στρατιωτικῆς διοικήσεως ἐδήλωσεν ὅτι κατὰ τὴν διάρκειαν τῆς ἐκεχειρίας σημειώθησαν πολυάριθμοι παραβιάσεις.: [164, 364, 310, 515]
headline-anoi: ΠΡΟΤΑΣΕΙΣ ΤΟΥ ΑΝΟΙ ΔΙΑ ΣΥΝΟΜΙΛΙΑΣ ΕΓΕΝΟΝΤΟ ΜΕ ΣΚΕΠΤΙΚΙΣΜΟΝ ΔΕΚΤΑΙ ΕΙΣ ΗΝΩΜΕΝΑΣ ΠΟΛΙΤΕΙΑΣ: [17, 7, 614, 99]
subhead-label: ΔΙΑΒΕΒΑΙΩΣΙΣ Ο ΤΖΟΝΣΟΝ: [15, 457, 148, 469]
article-text: Ὁ κυβερνήτης τοῦ Μίσιγκαν κ. Ρόμνεϋ, κατὰ τὴν μετάβασίν του εἰς Νέαν Δελχί, εἶχε συνομιλίας μετὰ τοῦ προέδρου τῆς Ἰνδίας κ. Χουσαΐν ἐπὶ διαφόρων θεμάτων κοινοῦ ἐνδιαφέροντος.: [636, 1140, 815, 1193]
headline-block-anoi: [8, 8, 623, 129]
subhead-israel: [1015, 1368, 1580, 1437]
article-patriarch: [636, 803, 1003, 888]
headline-block-degaulle: [636, 1695, 1003, 1734]
boxed-headline: ΤΟ ΜΗΝΥΜΑ ΑΙΣΙΟΔΟΞΙΑΣ ΤΟΥ ΠΡΩΘΥΠΟΥΡΓΟΥ: [467, 1603, 608, 1627]
section-rule: [636, 553, 1003, 555]
article-text: Αἱ συγκρούσεις ἐπανελήφθησαν μὲ ἀμείωτον σφοδρότητα εἰς ὅλα τὰ μέτωπα μετὰ τὴν λῆξιν τῆς ἐκεχειρίας τοῦ νέου ἔτους. Ἀμερικανικὰ ἀεροσκάφη ἐβομβάρδισαν στρατιωτικοὺς στόχους εἰς τὸ Βόρειον Βιετνάμ, ἐνῶ εἰς τὸ Νότιον αἱ δυνάμεις τῶν Βιετκὸνγκ ἐξαπέλυσαν ἐπιθέσεις κατὰ φυλακίων τοῦ κυβερνητικοῦ στρατοῦ. Ἐκπρόσωπος τῆς ἀμερικανικῆς στρατιωτικῆς διοικήσεως ἐδήλωσεν ὅτι κατὰ τὴν διάρκειαν τῆς ἐκεχειρίας σημειώθησαν πολυάριθμοι παραβιάσεις.: [8, 848, 310, 1276]
article-romney: [636, 1140, 1003, 1245]
boxed-headline: ΑΥΣΤΗΡΟΝ ΕΛΕΓΧΟΝ ΕΠΙ ΤΗΣ ΒΕΝΖΙΝΗΣ ΣΥΝΙΣΤΑ Ο ΚΑΣΤΡΟ: [325, 1177, 461, 1216]
article-text: Αἱ συγκρούσεις ἐπανελήφθησαν μὲ ἀμείωτον σφοδρότητα εἰς ὅλα τὰ μέτωπα μετὰ τὴν λῆξιν τῆς ἐκεχειρίας τοῦ νέου ἔτους. Ἀμερικανικὰ ἀεροσκάφη ἐβομβάρδισαν στρατιωτικοὺς στόχους εἰς τὸ Βόρειον Βιετνάμ, ἐνῶ εἰς τὸ Νότιον αἱ δυνάμεις τῶν Βιετκὸνγκ ἐξαπέλυσαν ἐπιθέσεις κατὰ φυλακίων τοῦ κυβερνητικοῦ στρατοῦ. Ἐκπρόσωπος τῆς ἀμερικανικῆς στρατιωτικῆς διοικήσεως ἐδήλωσεν ὅτι κατὰ τὴν διάρκειαν τῆς ἐκεχειρίας σημειώθησαν πολυάριθμοι παραβιάσεις.: [8, 848, 155, 1010]
headline-dollar: ΣΤΑΘΕΡΑ Η ΤΙΜΗ ΤΟΥ ΔΟΛΛΑΡΙΟΥ ΕΙΣ ΤΗΝ ΔΙΕΘΝΗ ΧΡΗΜΑΤΑΓΟΡΑΝ ΠΑΡΑ ΤΑ ΕΞΑΓΓΕΛΘΕΝΤΑ ΜΕΤΡΑ: [1020, 11, 1575, 124]
article-text: Ἡ τιμὴ τοῦ δολλαρίου παρέμεινε σταθερὰ εἰς ὅλας τὰς εὐρωπαϊκὰς χρηματαγορὰς παρὰ τὰ ἐξαγγελθέντα ὑπὸ τοῦ Προέδρου Τζόνσον μέτρα διὰ τὴν προστασίαν τοῦ ἰσοζυγίου πληρωμῶν. Οἱ οἰκονομικοὶ κύκλοι θεωροῦν τὸν παρεμβατισμὸν προσωρινόν, ἐφ᾽ ὅσον τὰ μέτρα ἀποσκοποῦν εἰς τὴν ἀποκατάστασιν τῆς ἐμπιστοσύνης. Αἱ τιμαὶ τοῦ χρυσοῦ εἰς τὸ Λονδῖνον καὶ τὴν Ζυρίχην παρουσίασαν ἐλαφρὰν πτῶσιν, ἐνῶ ἡ στερλίνα διετηρήθη σταθερά.: [1206, 232, 1580, 508]
column-rule: [448, 1596, 449, 2315]
article-text: Αἱ συγκρούσεις ἐπανελήφθησαν μὲ ἀμείωτον σφοδρότητα εἰς ὅλα τὰ μέτωπα μετὰ τὴν λῆξιν τῆς ἐκεχειρίας τοῦ νέου ἔτους. Ἀμερικανικὰ ἀεροσκάφη ἐβομβάρδισαν στρατιωτικοὺς στόχους εἰς τὸ Βόρειον Βιετνάμ, ἐνῶ εἰς τὸ Νότιον αἱ δυνάμεις τῶν Βιετκὸνγκ ἐξαπέλυσαν ἐπιθέσεις κατὰ φυλακίων τοῦ κυβερνητικοῦ στρατοῦ. Ἐκπρόσωπος τῆς ἀμερικανικῆς στρατιωτικῆς διοικήσεως ἐδήλωσεν ὅτι κατὰ τὴν διάρκειαν τῆς ἐκεχειρίας σημειώθησαν πολυάριθμοι παραβιάσεις.: [476, 342, 623, 494]
headline-algeria: ΠΥΡΑΥΛΙΚΑΣ ΒΑΣΕΙΣ ΚΑΙ ΕΙΣ ΤΗΝ ΑΛΓΕΡΙΑΝ ΘΕΛΕΙ ΝΑ ΕΓΚΑΤΑΣΤΗΣΗ Η ΣΟΒΙΕΤΙΚΗ ΕΝΩΣΙΣ: [17, 1596, 435, 1631]
dateline: ΟΥΑΣΙΓΚΤΩΝ, 2. (Ἡνωμ. Τύποι).: [636, 965, 797, 975]
subhead-wilson: [636, 159, 1003, 204]
subhead-dollar-text: ΟΙ ΟΙΚΟΝΟΜΙΚΟΙ ΚΥΚΛΟΙ ΘΕΩΡΟΥΝ ΠΡΟΣΩΡΙΝΟΝ ΤΟΝ ΠΑΡΕΜΒΑΤΙΣΜΟΝ: [1024, 168, 1571, 216]
headline-students: ΦΟΙΤΗΤΑΙ ΚΑΙ ΕΡΓΑΤΑΙ ΠΑΡΗΛΑΣΑΝ ΕΙΣ ΑΒΑΝΑ ΕΠΙ ΤΗ ΕΝΑΤΗ ΕΠΕΤΕΙΩ ΤΗΣ ΕΠΑΝΑΣΤΑΣΕΩΣ: [648, 1550, 991, 1583]
article-text: Ὁ Πρωθυπουργὸς εἰς τὸ μήνυμά του ἐπὶ τῷ νέῳ ἔτει ἐξέφρασε τὴν αἰσιοδοξίαν του διὰ τὸ μέλλον τῆς χώρας καὶ ἐτόνισεν ὅτι ἡ κυβέρνησις θὰ συνεχίσῃ τὸ ἔργον τῆς ἀνασυγκροτήσεως.: [305, 1710, 444, 1774]
article-text: Ὁ πρόεδρος τῆς Ἑνώσεως Κέντρου κ. Γ. Παπανδρέου, εἰς δηλώσεις του πρὸς ξένον πρακτορεῖον, ἐτόνισεν ὅτι ὁ κ. Νικολαΐδης δὲν ἐκφράζει τὰς ἀπόψεις τοῦ κόμματος καὶ δὲν ἔχει ἁρμοδιότητα νὰ προβαίνῃ εἰς δηλώσεις ἐκ μέρους αὐτοῦ.: [168, 1025, 306, 1101]
boxed-headline: ΕΚΚΛΗΣΙΣ ΤΟΥ ΘΑΝΤ ΚΑΤΑ ΤΗΣ ΧΡΗΣΕΩΣ ΤΩΝ ΠΑΡΑΙΣΘΗΣΙΟΓΟΝΩΝ: [326, 855, 460, 893]
headline-block-battles: [8, 771, 623, 842]
dateline: ΟΥΑΣΙΓΚΤΩΝ, 2. (Ἡνωμ. Τύποι).: [8, 206, 155, 216]
boxed-headline: ΤΟ ΔΙΑΓΓΕΛΜΑ ΤΟΥ ΑΝΤΙΒΑΣΙΛΕΩΣ: [24, 1803, 131, 1828]
section-rule: [636, 1911, 1003, 1913]
section-rule: [636, 1544, 1003, 1546]
boxed-item-ships: [477, 1048, 623, 1175]
section-rule: [1015, 1245, 1580, 1248]
subhead-label: ΠΡΟΣΦΟΡΑ ΑΙΧΜΑΛΩΤΩΝ: [1425, 1694, 1552, 1706]
subhead-label: Ο ΑΝΘΡΩΠΟΣ ΤΟΥ ΕΤΟΥΣ: [1382, 2080, 1509, 2091]
subhead-label: ΠΡΟΣΔΟΚΙΑΣ ΤΟ ΤΕΛ ΑΒΙΒ: [1041, 1690, 1172, 1702]
article-text: Αἱ ἰσραηλιναὶ ἀρχαὶ ὀργανώνουν τὰς θέσεις των εἰς τὰς κατακτηθείσας περιοχὰς λόγῳ τῆς ἀδιαλλάκτου στάσεως τῶν ἀραβικῶν κρατῶν. Κατὰ πληροφορίας ἐξ Ἱερουσαλήμ, ἐπίκειται ἡ ἀπελευθέρωσις τῶν πλοίων τὰ ὁποῖα παρέμειναν παγιδευμένα εἰς τὴν διώρυγα τοῦ Σουέζ ἀπὸ τοῦ πολέμου τοῦ Ἰουνίου. Ὁ ὑπουργὸς Ἀμύνης στρατηγὸς Νταγιὰν ἐδήλωσεν ὅτι τὸ Ἰσραὴλ δὲν θὰ ἀποσύρῃ τὰς δυνάμεις του πρὶν ἐπιτευχθῇ συμφωνία εἰρήνης.: [1398, 1708, 1580, 1817]
section-rule: [636, 1689, 1003, 1691]
boxed-item-thant: [320, 848, 467, 997]
article-tourism: [1015, 864, 1580, 1241]
subhead-label: Ο ΑΓΩΝ ΕΙΣ ΤΟ ΛΑΟΣ: [185, 1109, 288, 1121]
article-america: [636, 965, 1003, 1084]
headline-tourism: ΠΛΗΤΤΕΤΑΙ ΕΚ ΤΩΝ ΠΕΡΙΟΡΙΣΜΩΝ Ο ΤΟΥΡΙΣΜΟΣ ΤΗΣ ΔΥΤ. ΕΥΡΩΠΗΣ: [1076, 797, 1519, 855]
article-text: Ὁ Πρωθυπουργὸς εἰς τὸ μήνυμά του ἐπὶ τῷ νέῳ ἔτει ἐξέφρασε τὴν αἰσιοδοξίαν του διὰ τὸ μέλλον τῆς χώρας καὶ ἐτόνισεν ὅτι ἡ κυβέρνησις θὰ συνεχίσῃ τὸ ἔργον τῆς ἀνασυγκροτήσεως.: [452, 1779, 623, 1832]
article-text: Ὁ Οἰκουμενικὸς Πατριάρχης κ. Ἀθηναγόρας ἀπεδέχθη τὴν πρότασιν τοῦ Πάπα Παύλου περὶ καθιερώσεως τῆς πρώτης ἑκάστου ἔτους ὡς ἡμέρας ἀφιερωμένης εἰς τὴν διεθνῆ εἰρήνην, ἐκφράσας τὴν εὐχὴν ὅπως ἡ προσπάθεια αὕτη συμβάλῃ εἰς τὴν ἐμπέδωσιν τῆς εἰρήνης μεταξὺ τῶν λαῶν.: [636, 803, 1003, 845]
subhead-label: ΠΑΡΑΓΓΕΛΙΑ Ο ΤΟΥΡΙΣΜΟΣ: [1422, 864, 1556, 875]
dateline: ΛΟΝΔΙΝΟΝ, 2. (Ἡνωμ. Τύποι).: [636, 210, 795, 220]
article-text: Εἰς τὰς λουτροπόλεις τῆς Δυτικῆς Γερμανίας ἐφαρμόζεται νέα μέθοδος θεραπείας τῶν παθήσεων τῶν ἀρθρώσεων διὰ «παγωμένων» ἰαματικῶν λουτρῶν, ἡ ὁποία ἔχει δώσει ἐνθαρρυντικὰ ἀποτελέσματα.: [825, 1345, 1003, 1410]
dateline: ΝΕΑ ΔΕΛΧΙ, 2. (Ἀσσ. Πρές).: [636, 1140, 756, 1150]
article-text: Ὁ πρόεδρος τῆς Ἑνώσεως Κέντρου κ. Γ. Παπανδρέου, εἰς δηλώσεις του πρὸς ξένον πρακτορεῖον, ἐτόνισεν ὅτι ὁ κ. Νικολαΐδης δὲν ἐκφράζει τὰς ἀπόψεις τοῦ κόμματος καὶ δὲν ἔχει ἁρμοδιότητα νὰ προβαίνῃ εἰς δηλώσεις ἐκ μέρους αὐτοῦ.: [825, 642, 1003, 707]
subhead-label: ΔΗΛΩΣΕΙΣ ΤΟΥ ΡΑΜΠΙΝ: [1431, 1568, 1546, 1580]
headline-israel: ΟΙ ΙΣΡΑΗΛΙΝΟΙ ΟΡΓΑΝΩΝΟΥΝ ΤΑΣ ΘΕΣΕΙΣ ΤΩΝ ΕΙΣ ΤΑΣ ΚΑΤΑΚΤΗΘΕΙΣΑΣ ΠΕΡΙΟΧΑΣ ΛΟΓΩ ΤΗΣ ΑΔΙΑΛΛΑΚΤΟΥ ΑΡΑΒΙΚΗΣ ΣΤΑΣΕΩΣ: [1026, 1252, 1569, 1335]
article-text: Ὁ Πρωθυπουργὸς εἰς τὸ μήνυμά του ἐπὶ τῷ νέῳ ἔτει ἐξέφρασε τὴν αἰσιοδοξίαν του διὰ τὸ μέλλον τῆς χώρας καὶ ἐτόνισεν ὅτι ἡ κυβέρνησις θὰ συνεχίσῃ τὸ ἔργον τῆς ἀνασυγκροτήσεως.: [452, 1638, 623, 1693]
article-degaulle: [636, 1738, 1003, 1907]
dateline: ΜΟΝΑΧΟΝ, 2. (Ἀσσ. Πρές).: [636, 1302, 772, 1312]
continued-label: ΣΥΝΕΧΕΙΑ: [1080, 895, 1131, 906]
article-baths: [636, 1302, 1003, 1540]
dateline: ΠΑΡΙΣΙΟΙ, 2. (Ἀθην. Πρακτ.).: [636, 1738, 763, 1748]
column-rule: [630, 769, 631, 2315]
article-text: Αἱ ἰσραηλιναὶ ἀρχαὶ ὀργανώνουν τὰς θέσεις των εἰς τὰς κατακτηθείσας περιοχὰς λόγῳ τῆς ἀδιαλλάκτου στάσεως τῶν ἀραβικῶν κρατῶν. Κατὰ πληροφορίας ἐξ Ἱερουσαλήμ, ἐπίκειται ἡ ἀπελευθέρωσις τῶν πλοίων τὰ ὁποῖα παρέμειναν παγιδευμένα εἰς τὴν διώρυγα τοῦ Σουέζ ἀπὸ τοῦ πολέμου τοῦ Ἰουνίου. Ὁ ὑπουργὸς Ἀμύνης στρατηγὸς Νταγιὰν ἐδήλωσεν ὅτι τὸ Ἰσραὴλ δὲν θὰ ἀποσύρῃ τὰς δυνάμεις του πρὶν ἐπιτευχθῇ συμφωνία εἰρήνης.: [1015, 1443, 1197, 1562]
headline-block-tourism: [1015, 795, 1580, 860]
article-text: Ὁ Πρόεδρος τῆς Γαλλίας στρατηγὸς Ντὲ Γκώλ ἐπιδεικνύει μέγα ἐνδιαφέρον διὰ τὴν κατάστασιν εἰς τὴν Ἄπω Ἀνατολὴν καὶ ἰδιαιτέρως διὰ τὰς ἐξελίξεις εἰς τὸ Βιετνάμ.: [476, 483, 623, 547]
dateline: ΛΟΝΔΙΝΟΝ, 2. (Ἀσσ. Πρές).: [1015, 232, 1142, 242]
subhead-label: ΑΝΗΣΥΧΙΑ ΤΗΝ ΠΟΡΤΟΓΑΛΙΑ: [188, 1793, 264, 1817]
article-text: Ἡ τιμὴ τοῦ δολλαρίου παρέμεινε σταθερὰ εἰς ὅλας τὰς εὐρωπαϊκὰς χρηματαγορὰς παρὰ τὰ ἐξαγγελθέντα ὑπὸ τοῦ Προέδρου Τζόνσον μέτρα διὰ τὴν προστασίαν τοῦ ἰσοζυγίου πληρωμῶν. Οἱ οἰκονομικοὶ κύκλοι θεωροῦν τὸν παρεμβατισμὸν προσωρινόν, ἐφ᾽ ὅσον τὰ μέτρα ἀποσκοποῦν εἰς τὴν ἀποκατάστασιν τῆς ἐμπιστοσύνης. Αἱ τιμαὶ τοῦ χρυσοῦ εἰς τὸ Λονδῖνον καὶ τὴν Ζυρίχην παρουσίασαν ἐλαφρὰν πτῶσιν, ἐνῶ ἡ στερλίνα διετηρήθη σταθερά.: [1015, 232, 1389, 508]
article-text: Αἱ ἰσραηλιναὶ ἀρχαὶ ὀργανώνουν τὰς θέσεις των εἰς τὰς κατακτηθείσας περιοχὰς λόγῳ τῆς ἀδιαλλάκτου στάσεως τῶν ἀραβικῶν κρατῶν. Κατὰ πληροφορίας ἐξ Ἱερουσαλήμ, ἐπίκειται ἡ ἀπελευθέρωσις τῶν πλοίων τὰ ὁποῖα παρέμειναν παγιδευμένα εἰς τὴν διώρυγα τοῦ Σουέζ ἀπὸ τοῦ πολέμου τοῦ Ἰουνίου. Ὁ ὑπουργὸς Ἀμύνης στρατηγὸς Νταγιὰν ἐδήλωσεν ὅτι τὸ Ἰσραὴλ δὲν θὰ ἀποσύρῃ τὰς δυνάμεις του πρὶν ἐπιτευχθῇ συμφωνία εἰρήνης.: [1310, 2094, 1580, 2170]
headline-block-america: [636, 898, 1003, 961]
article-text: Ὁ τουρισμὸς τῆς Δυτικῆς Εὐρώπης θὰ πληγῇ σοβαρῶς ἐκ τῶν περιορισμῶν τῶν ταξιδίων τῶν Ἀμερικανῶν εἰς τὸ ἐξωτερικόν, οἱ ὁποῖοι ἀνεκοινώθησαν ὑπὸ τοῦ Προέδρου Τζόνσον. Αἱ τουριστικαὶ ὑπηρεσίαι τῆς Γαλλίας, τῆς Ἰταλίας καὶ τῆς Ἑλλάδος ἐκφράζουν ἀνησυχίας διὰ τὰς συνεπείας τῶν μέτρων ἐπὶ τῶν εἰσπράξεων συναλλάγματος.: [1015, 984, 1197, 1082]
article-text: Αἱ συγκρούσεις ἐπανελήφθησαν μὲ ἀμείωτον σφοδρότητα εἰς ὅλα τὰ μέτωπα μετὰ τὴν λῆξιν τῆς ἐκεχειρίας τοῦ νέου ἔτους. Ἀμερικανικὰ ἀεροσκάφη ἐβομβάρδισαν στρατιωτικοὺς στόχους εἰς τὸ Βόρειον Βιετνάμ, ἐνῶ εἰς τὸ Νότιον αἱ δυνάμεις τῶν Βιετκὸνγκ ἐξαπέλυσαν ἐπιθέσεις κατὰ φυλακίων τοῦ κυβερνητικοῦ στρατοῦ. Ἐκπρόσωπος τῆς ἀμερικανικῆς στρατιωτικῆς διοικήσεως ἐδήλωσεν ὅτι κατὰ τὴν διάρκειαν τῆς ἐκεχειρίας σημειώθησαν πολυάριθμοι παραβιάσεις.: [8, 999, 155, 1162]
headline-block-foreign: [636, 1917, 1003, 1946]
article-text: Εἰς τὰς λουτροπόλεις τῆς Δυτικῆς Γερμανίας ἐφαρμόζεται νέα μέθοδος θεραπείας τῶν παθήσεων τῶν ἀρθρώσεων διὰ «παγωμένων» ἰαματικῶν λουτρῶν, ἡ ὁποία ἔχει δώσει ἐνθαρρυντικὰ ἀποτελέσματα.: [636, 1302, 815, 1367]
article-text: Αἱ ἰσραηλιναὶ ἀρχαὶ ὀργανώνουν τὰς θέσεις των εἰς τὰς κατακτηθείσας περιοχὰς λόγῳ τῆς ἀδιαλλάκτου στάσεως τῶν ἀραβικῶν κρατῶν. Κατὰ πληροφορίας ἐξ Ἱερουσαλήμ, ἐπίκειται ἡ ἀπελευθέρωσις τῶν πλοίων τὰ ὁποῖα παρέμειναν παγιδευμένα εἰς τὴν διώρυγα τοῦ Σουέζ ἀπὸ τοῦ πολέμου τοῦ Ἰουνίου. Ὁ ὑπουργὸς Ἀμύνης στρατηγὸς Νταγιὰν ἐδήλωσεν ὅτι τὸ Ἰσραὴλ δὲν θὰ ἀποσύρῃ τὰς δυνάμεις του πρὶν ἐπιτευχθῇ συμφωνία εἰρήνης.: [1206, 1708, 1389, 1817]
subhead-label: ΠΟΛΙΣ ΤΟΥ ΒΑΤΙΚΑΝΟΥ, 2.: [330, 414, 457, 426]
headline-block-israel: [1015, 1251, 1580, 1362]
notice-deaths: [1015, 2077, 1303, 2315]
article-text: Ἡ τιμὴ τοῦ δολλαρίου παρέμεινε σταθερὰ εἰς ὅλας τὰς εὐρωπαϊκὰς χρηματαγορὰς παρὰ τὰ ἐξαγγελθέντα ὑπὸ τοῦ Προέδρου Τζόνσον μέτρα διὰ τὴν προστασίαν τοῦ ἰσοζυγίου πληρωμῶν. Οἱ οἰκονομικοὶ κύκλοι θεωροῦν τὸν παρεμβατισμὸν προσωρινόν, ἐφ᾽ ὅσον τὰ μέτρα ἀποσκοποῦν εἰς τὴν ἀποκατάστασιν τῆς ἐμπιστοσύνης. Αἱ τιμαὶ τοῦ χρυσοῦ εἰς τὸ Λονδῖνον καὶ τὴν Ζυρίχην παρουσίασαν ἐλαφρὰν πτῶσιν, ἐνῶ ἡ στερλίνα διετηρήθη σταθερά.: [1015, 350, 1197, 470]
subhead-dollar: [1015, 166, 1580, 226]
article-text: Ὁ τουρισμὸς τῆς Δυτικῆς Εὐρώπης θὰ πληγῇ σοβαρῶς ἐκ τῶν περιορισμῶν τῶν ταξιδίων τῶν Ἀμερικανῶν εἰς τὸ ἐξωτερικόν, οἱ ὁποῖοι ἀνεκοινώθησαν ὑπὸ τοῦ Προέδρου Τζόνσον. Αἱ τουριστικαὶ ὑπηρεσίαι τῆς Γαλλίας, τῆς Ἰταλίας καὶ τῆς Ἑλλάδος ἐκφράζουν ἀνησυχίας διὰ τὰς συνεπείας τῶν μέτρων ἐπὶ τῶν εἰσπράξεων συναλλάγματος.: [1015, 909, 1197, 995]
article-text: Αἱ ἰσραηλιναὶ ἀρχαὶ ὀργανώνουν τὰς θέσεις των εἰς τὰς κατακτηθείσας περιοχὰς λόγῳ τῆς ἀδιαλλάκτου στάσεως τῶν ἀραβικῶν κρατῶν. Κατὰ πληροφορίας ἐξ Ἱερουσαλήμ, ἐπίκειται ἡ ἀπελευθέρωσις τῶν πλοίων τὰ ὁποῖα παρέμειναν παγιδευμένα εἰς τὴν διώρυγα τοῦ Σουέζ ἀπὸ τοῦ πολέμου τοῦ Ἰουνίου. Ὁ ὑπουργὸς Ἀμύνης στρατηγὸς Νταγιὰν ἐδήλωσεν ὅτι τὸ Ἰσραὴλ δὲν θὰ ἀποσύρῃ τὰς δυνάμεις του πρὶν ἐπιτευχθῇ συμφωνία εἰρήνης.: [1398, 1457, 1580, 1565]
subhead-label: Η ΔΙΑΚΟΠΗ ΤΟΥ ΡΑΜΠΑΤ: [1236, 1443, 1359, 1454]
article-text: Ὁ Πρόεδρος τῆς Γαλλίας στρατηγὸς Ντὲ Γκώλ ἐπιδεικνύει μέγα ἐνδιαφέρον διὰ τὴν κατάστασιν εἰς τὴν Ἄπω Ἀνατολὴν καὶ ἰδιαιτέρως διὰ τὰς ἐξελίξεις εἰς τὸ Βιετνάμ.: [636, 1738, 815, 1792]
article-students: [636, 1596, 1003, 1685]
article-dollar: [1015, 232, 1580, 783]
article-text: Ὁ Πρόεδρος τῆς Γαλλίας στρατηγὸς Ντὲ Γκώλ ἐπιδεικνύει μέγα ἐνδιαφέρον διὰ τὴν κατάστασιν εἰς τὴν Ἄπω Ἀνατολὴν καὶ ἰδιαιτέρως διὰ τὰς ἐξελίξεις εἰς τὸ Βιετνάμ.: [825, 242, 1003, 285]
headline-nikolaidis: Ο ΝΙΚΟΛΑ-Ι-ΔΗΣ ΔΕΝ ΕΚΦΡΑΖΕΙ ΑΠΟΨΕΙΣ ΤΟΥ ΚΕΝΤΡΟΥ ΚΑΙ ΔΕΝ ΕΧΕΙ ΑΡΜΟΔΙΟΤΗΤΑ ΝΑ ΠΡΟΒΑΙΝΗ ΕΙΣ ΔΗΛΩΣΕΙΣ ΕΔΗΛΩΣΕΝ Ο Γ. ΠΑΠΑΝΔΡΕΟΥ ΕΙΣ ΞΕΝΟΝ ΠΡΑΚΤΟΡΕΙΟΝ: [641, 561, 998, 631]
article-anoi: [8, 206, 623, 761]
headline-block-romney: [636, 1094, 1003, 1144]
article-text: Χιλιάδες φοιτηταὶ καὶ ἐργάται παρήλασαν εἰς τὴν Ἀβάναν ἐπὶ τῇ ἐνάτῃ ἐπετείῳ τῆς ἐπαναστάσεως. Ὁ πρωθυπουργὸς Φιντὲλ Κάστρο ὡμίλησε πρὸς τὸ πλῆθος ἀπὸ τῆς πλατείας τῆς Ἐπαναστάσεως.: [825, 1596, 1003, 1649]
boxed-item-trains: [477, 1179, 623, 1283]
article-text: Ὁ τουρισμὸς τῆς Δυτικῆς Εὐρώπης θὰ πληγῇ σοβαρῶς ἐκ τῶν περιορισμῶν τῶν ταξιδίων τῶν Ἀμερικανῶν εἰς τὸ ἐξωτερικόν, οἱ ὁποῖοι ἀνεκοινώθησαν ὑπὸ τοῦ Προέδρου Τζόνσον. Αἱ τουριστικαὶ ὑπηρεσίαι τῆς Γαλλίας, τῆς Ἰταλίας καὶ τῆς Ἑλλάδος ἐκφράζουν ἀνησυχίας διὰ τὰς συνεπείας τῶν μέτρων ἐπὶ τῶν εἰσπράξεων συναλλάγματος.: [1398, 281, 1580, 368]
headline-patriarch: Ο ΠΑΤΡΙΑΡΧΗΣ ΕΔΕΧΘΗ ΤΗΝ ΠΡΟΤΑΣΙΝ ΤΟΥ ΠΑΠΑ ΠΕΡΙ ΚΑΘΙΕΡΩΣΕΩΣ ΤΗΣ ΠΡΩΤΗΣ ΕΚΑΣΤΟΥ ΕΤΟΥΣ ΩΣ ΗΜΕΡΑΣ ΑΦΙΕΡΩΜΕΝΗΣ ΕΙΣ ΤΗΝ ΔΙΕΘΝΗ ΕΙΡΗΝΗΝ: [636, 741, 1003, 808]
deaths-name: ΠΑΝΑΓΙΩΤΗΝ ΤΣΙΟΥΡΟΥΤΖΟΓΛΟΥ: [1076, 2104, 1241, 2116]
article-text: Ὁ πρωθυπουργὸς τῆς Μεγάλης Βρεταννίας κ. Οὐΐλσων ἐπιδιώκει τὴν σύγκλησιν μιᾶς διασκέψεως κορυφῆς εἰς τὴν Μόσχαν πρὸς ἐξέτασιν τῶν διεθνῶν θεμάτων. Κατὰ πληροφορίας ἐκ Λονδίνου, ὁ κ. Οὐΐλσων προτίθεται νὰ μεταβῇ εἰς τὴν σοβιετικὴν πρωτεύουσαν πρὸς τὰ τέλη Ἰανουαρίου, ὅπου θὰ ἔχῃ συνομιλίας μετὰ τῶν ἡγετῶν τοῦ Κρεμλίνου ἐπὶ τοῦ προβλήματος τοῦ Βιετνὰμ καὶ τῆς καταστάσεως εἰς τὴν Μέσην Ἀνατολήν.: [320, 206, 623, 565]
article-text: Ὁ Πρόεδρος τῆς Γαλλίας στρατηγὸς Ντὲ Γκώλ ἐπιδεικνύει μέγα ἐνδιαφέρον διὰ τὴν κατάστασιν εἰς τὴν Ἄπω Ἀνατολὴν καὶ ἰδιαιτέρως διὰ τὰς ἐξελίξεις εἰς τὸ Βιετνάμ.: [825, 1770, 1003, 1825]
subhead-anoi: [8, 133, 623, 198]
boxed-headline: 212 ΕΜΠΟΡΙΚΑ ΣΚΑΦΗ ΕΙΣ ΤΗΝ ΜΑΥΡΟΠΙΝΑΚΑ ΤΩΝ ΗΝ. ΠΟΛΙΤΕΙΩΝ: [486, 1054, 614, 1092]
section-rule: [636, 1088, 1003, 1090]
column-rule: [1009, 8, 1010, 801]
article-text: Ὁ τουρισμὸς τῆς Δυτικῆς Εὐρώπης θὰ πληγῇ σοβαρῶς ἐκ τῶν περιορισμῶν τῶν ταξιδίων τῶν Ἀμερικανῶν εἰς τὸ ἐξωτερικόν, οἱ ὁποῖοι ἀνεκοινώθησαν ὑπὸ τοῦ Προέδρου Τζόνσον. Αἱ τουριστικαὶ ὑπηρεσίαι τῆς Γαλλίας, τῆς Ἰταλίας καὶ τῆς Ἑλλάδος ἐκφράζουν ἀνησυχίας διὰ τὰς συνεπείας τῶν μέτρων ἐπὶ τῶν εἰσπράξεων συναλλάγματος.: [1206, 864, 1389, 961]
boxed-headline: ΕΜΠΕΙΘΗΣΑΝ ΤΑ ΤΡΟΧΑΙΑ ΕΙΣ ΣΟΥΗΔΙΑΝ: [485, 1185, 614, 1211]
dateline: ΑΒΑΝΑ, 2. (Ἀσσ. Πρές).: [636, 1596, 740, 1605]
headline-block-nikolaidis: [636, 561, 1003, 638]
subhead-label: ΑΠΗΛΑΣΕΙΣ ΤΟΥ ΣΙΧΑΝΟΥΚ: [483, 327, 617, 339]
dateline: ΑΘΗΝΑΙ, 2.: [305, 1645, 357, 1655]
subhead-wilson-text: ΠΡΟΣ ΕΞΕΤΑΣΙΝ ΔΙΕΘΝΩΝ ΘΕΜΑΤΩΝ ΜΕΤΑ ΤΩΝ ΗΓΕΤΩΝ ΤΟΥ ΚΡΕΜΛΙΝΟΥ: [643, 158, 996, 191]
subhead-label: ΑΠΕΛΑΣΙΣ ΔΗΜΟΣΙΟΓΡΑΦΟΥ: [323, 528, 464, 540]
subhead-label: ΠΡΟΣΩΡΙΝΟΝ ΛΥΣΙΣ: [1058, 472, 1155, 484]
article-wilson: [636, 210, 1003, 547]
